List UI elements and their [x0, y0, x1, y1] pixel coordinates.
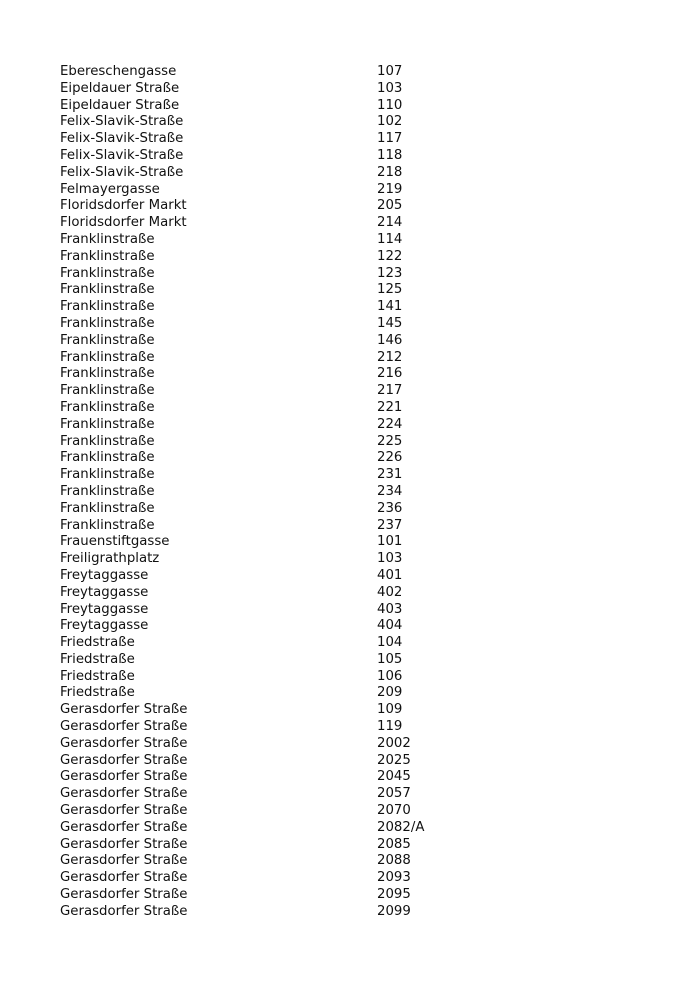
- house-number: 141: [377, 299, 403, 315]
- house-number: 236: [377, 500, 403, 516]
- street-name: Franklinstraße: [60, 231, 155, 247]
- list-item: [60, 803, 497, 820]
- list-item: [60, 249, 497, 266]
- street-name: Gerasdorfer Straße: [60, 803, 188, 819]
- list-item: [60, 518, 497, 535]
- list-item: [60, 350, 497, 367]
- list-item: [60, 736, 497, 753]
- list-item: [60, 98, 497, 115]
- house-number: 145: [377, 315, 403, 331]
- house-number: 122: [377, 248, 403, 264]
- street-name: Franklinstraße: [60, 265, 155, 281]
- house-number: 2088: [377, 853, 411, 869]
- house-number: 105: [377, 651, 403, 667]
- street-name: Franklinstraße: [60, 248, 155, 264]
- list-item: [60, 786, 497, 803]
- list-item: [60, 450, 497, 467]
- house-number: 403: [377, 601, 403, 617]
- street-name: Freytaggasse: [60, 618, 149, 634]
- house-number: 2085: [377, 836, 411, 852]
- list-item: [60, 820, 497, 837]
- house-number: 2070: [377, 803, 411, 819]
- list-item: [60, 114, 497, 131]
- street-name: Felix-Slavik-Straße: [60, 164, 184, 180]
- street-name: Franklinstraße: [60, 433, 155, 449]
- street-name: Gerasdorfer Straße: [60, 903, 188, 919]
- list-item: [60, 64, 497, 81]
- list-item: [60, 316, 497, 333]
- address-list: [60, 64, 497, 921]
- house-number: 114: [377, 231, 403, 247]
- house-number: 2082/A: [377, 819, 425, 835]
- street-name: Freytaggasse: [60, 567, 149, 583]
- street-name: Franklinstraße: [60, 467, 155, 483]
- house-number: 125: [377, 282, 403, 298]
- street-name: Eipeldauer Straße: [60, 97, 180, 113]
- list-item: [60, 282, 497, 299]
- street-name: Franklinstraße: [60, 399, 155, 415]
- list-item: [60, 182, 497, 199]
- list-item: [60, 198, 497, 215]
- house-number: 212: [377, 349, 403, 365]
- house-number: 237: [377, 517, 403, 533]
- street-name: Felmayergasse: [60, 181, 160, 197]
- list-item: [60, 467, 497, 484]
- house-number: 117: [377, 131, 403, 147]
- street-name: Gerasdorfer Straße: [60, 853, 188, 869]
- street-name: Gerasdorfer Straße: [60, 702, 188, 718]
- house-number: 146: [377, 332, 403, 348]
- list-item: [60, 585, 497, 602]
- list-item: [60, 148, 497, 165]
- street-name: Franklinstraße: [60, 315, 155, 331]
- house-number: 2095: [377, 887, 411, 903]
- house-number: 209: [377, 685, 403, 701]
- house-number: 110: [377, 97, 403, 113]
- street-name: Franklinstraße: [60, 500, 155, 516]
- house-number: 205: [377, 198, 403, 214]
- list-item: [60, 400, 497, 417]
- house-number: 103: [377, 80, 403, 96]
- street-name: Felix-Slavik-Straße: [60, 114, 184, 130]
- street-name: Felix-Slavik-Straße: [60, 131, 184, 147]
- street-name: Gerasdorfer Straße: [60, 819, 188, 835]
- house-number: 118: [377, 147, 403, 163]
- street-name: Franklinstraße: [60, 450, 155, 466]
- house-number: 218: [377, 164, 403, 180]
- street-name: Gerasdorfer Straße: [60, 769, 188, 785]
- house-number: 2025: [377, 752, 411, 768]
- house-number: 2045: [377, 769, 411, 785]
- list-item: [60, 870, 497, 887]
- street-name: Gerasdorfer Straße: [60, 786, 188, 802]
- house-number: 2093: [377, 870, 411, 886]
- list-item: [60, 551, 497, 568]
- house-number: 401: [377, 567, 403, 583]
- list-item: [60, 719, 497, 736]
- list-item: [60, 602, 497, 619]
- street-name: Felix-Slavik-Straße: [60, 147, 184, 163]
- street-name: Freytaggasse: [60, 584, 149, 600]
- list-item: [60, 299, 497, 316]
- street-name: Friedstraße: [60, 685, 135, 701]
- list-item: [60, 333, 497, 350]
- house-number: 101: [377, 534, 403, 550]
- house-number: 225: [377, 433, 403, 449]
- list-item: [60, 266, 497, 283]
- house-number: 2057: [377, 786, 411, 802]
- street-name: Franklinstraße: [60, 349, 155, 365]
- street-name: Gerasdorfer Straße: [60, 752, 188, 768]
- house-number: 103: [377, 551, 403, 567]
- street-name: Freytaggasse: [60, 601, 149, 617]
- house-number: 402: [377, 584, 403, 600]
- house-number: 226: [377, 450, 403, 466]
- list-item: [60, 383, 497, 400]
- list-item: [60, 165, 497, 182]
- street-name: Eipeldauer Straße: [60, 80, 180, 96]
- list-item: [60, 769, 497, 786]
- street-name: Floridsdorfer Markt: [60, 215, 187, 231]
- list-item: [60, 685, 497, 702]
- list-item: [60, 853, 497, 870]
- list-item: [60, 652, 497, 669]
- street-name: Gerasdorfer Straße: [60, 870, 188, 886]
- house-number: 404: [377, 618, 403, 634]
- list-item: [60, 568, 497, 585]
- street-name: Friedstraße: [60, 651, 135, 667]
- street-name: Franklinstraße: [60, 366, 155, 382]
- list-item: [60, 131, 497, 148]
- street-name: Friedstraße: [60, 635, 135, 651]
- house-number: 214: [377, 215, 403, 231]
- street-name: Gerasdorfer Straße: [60, 836, 188, 852]
- list-item: [60, 635, 497, 652]
- list-item: [60, 417, 497, 434]
- list-item: [60, 484, 497, 501]
- list-item: [60, 887, 497, 904]
- street-name: Franklinstraße: [60, 416, 155, 432]
- street-name: Ebereschengasse: [60, 64, 177, 79]
- street-name: Frauenstiftgasse: [60, 534, 170, 550]
- house-number: 221: [377, 399, 403, 415]
- street-name: Franklinstraße: [60, 282, 155, 298]
- street-name: Friedstraße: [60, 668, 135, 684]
- list-item: [60, 753, 497, 770]
- street-name: Franklinstraße: [60, 483, 155, 499]
- list-item: [60, 81, 497, 98]
- street-name: Franklinstraße: [60, 299, 155, 315]
- house-number: 107: [377, 64, 403, 79]
- street-name: Gerasdorfer Straße: [60, 735, 188, 751]
- house-number: 104: [377, 635, 403, 651]
- street-name: Floridsdorfer Markt: [60, 198, 187, 214]
- street-name: Franklinstraße: [60, 517, 155, 533]
- list-item: [60, 618, 497, 635]
- street-name: Franklinstraße: [60, 332, 155, 348]
- house-number: 219: [377, 181, 403, 197]
- house-number: 106: [377, 668, 403, 684]
- list-item: [60, 534, 497, 551]
- street-name: Gerasdorfer Straße: [60, 887, 188, 903]
- list-item: [60, 702, 497, 719]
- house-number: 109: [377, 702, 403, 718]
- list-item: [60, 434, 497, 451]
- house-number: 102: [377, 114, 403, 130]
- house-number: 224: [377, 416, 403, 432]
- list-item: [60, 837, 497, 854]
- list-item: [60, 501, 497, 518]
- house-number: 234: [377, 483, 403, 499]
- house-number: 2099: [377, 903, 411, 919]
- list-item: [60, 232, 497, 249]
- street-name: Gerasdorfer Straße: [60, 719, 188, 735]
- list-item: [60, 366, 497, 383]
- house-number: 231: [377, 467, 403, 483]
- house-number: 123: [377, 265, 403, 281]
- house-number: 119: [377, 719, 403, 735]
- street-name: Franklinstraße: [60, 383, 155, 399]
- list-item: [60, 215, 497, 232]
- house-number: 2002: [377, 735, 411, 751]
- street-name: Freiligrathplatz: [60, 551, 160, 567]
- list-item: [60, 669, 497, 686]
- house-number: 217: [377, 383, 403, 399]
- list-item: [60, 904, 497, 921]
- house-number: 216: [377, 366, 403, 382]
